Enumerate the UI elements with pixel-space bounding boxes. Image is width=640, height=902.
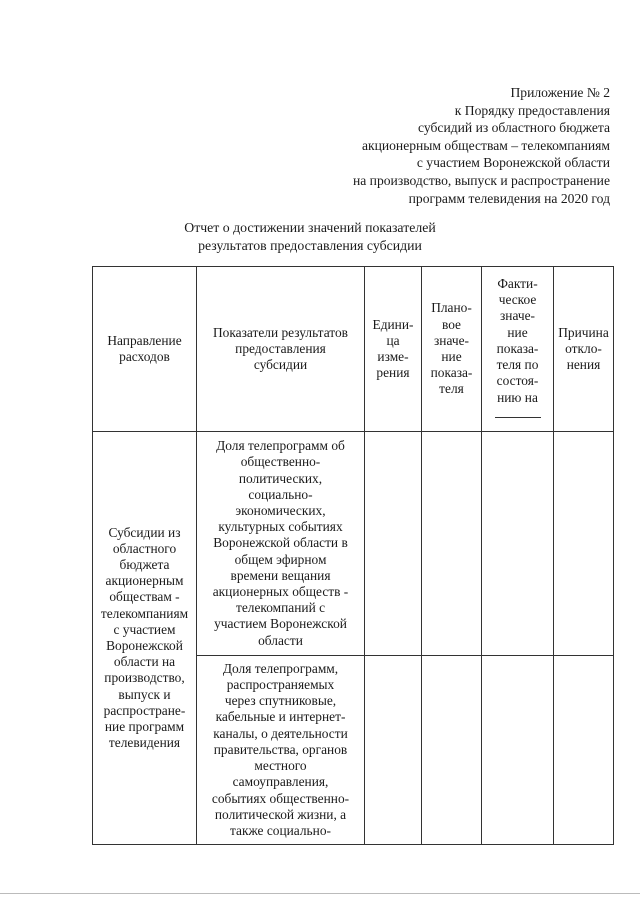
header-reason: Причина откло- нения — [554, 267, 614, 432]
appendix-line: Приложение № 2 — [510, 85, 610, 100]
appendix-line: на производство, выпуск и распространение — [352, 172, 610, 188]
appendix-line: акционерным обществам – телекомпаниям — [361, 137, 610, 153]
page-edge-divider — [0, 893, 640, 894]
table-header-row — [93, 267, 614, 432]
header-unit: Едини- ца изме- рения — [365, 267, 422, 432]
planned-cell — [422, 656, 482, 845]
report-table — [92, 266, 614, 845]
header-actual: Факти- ческое значе- ние показа- теля по состоя- нию на — [496, 276, 539, 405]
report-title-line: Отчет о достижении значений показателей — [184, 220, 436, 235]
direction-cell: Субсидии из областного бюджета акционерным обществам - телекомпаниям с участием Воронежской области на производство, выпуск и распростране- ние программ телевидения — [93, 432, 197, 845]
reason-cell — [554, 432, 614, 656]
appendix-header — [190, 84, 610, 207]
indicator-cell: Доля телепрограмм об общественно- политических, социально- экономических, культурных событиях Воронежской области в общем эфирном времени вещания акционерных обществ - телекомпаний с участием Воронежской области — [197, 432, 365, 656]
appendix-line: программ телевидения на 2020 год — [408, 190, 610, 206]
reason-cell — [554, 656, 614, 845]
unit-cell — [365, 656, 422, 845]
planned-cell — [422, 432, 482, 656]
date-blank-line — [495, 407, 541, 418]
header-direction: Направление расходов — [93, 267, 197, 432]
appendix-line: к Порядку предоставления — [454, 102, 610, 118]
report-title-line: результатов предоставления субсидии — [198, 238, 422, 253]
header-actual-cell — [482, 267, 554, 432]
header-indicators: Показатели результатов предоставления субсидии — [197, 267, 365, 432]
appendix-line: субсидий из областного бюджета — [418, 120, 610, 136]
table-row — [93, 432, 614, 656]
indicator-cell: Доля телепрограмм, распространяемых через спутниковые, кабельные и интернет- каналы, о деятельности правительства, органов местного самоуправления, событиях общественно- политической жизни, а также социально- — [197, 656, 365, 845]
actual-cell — [482, 432, 554, 656]
actual-cell — [482, 656, 554, 845]
unit-cell — [365, 432, 422, 656]
appendix-line: с участием Воронежской области — [416, 155, 610, 171]
header-planned: Плано- вое значе- ние показа- теля — [422, 267, 482, 432]
report-title — [150, 219, 470, 255]
